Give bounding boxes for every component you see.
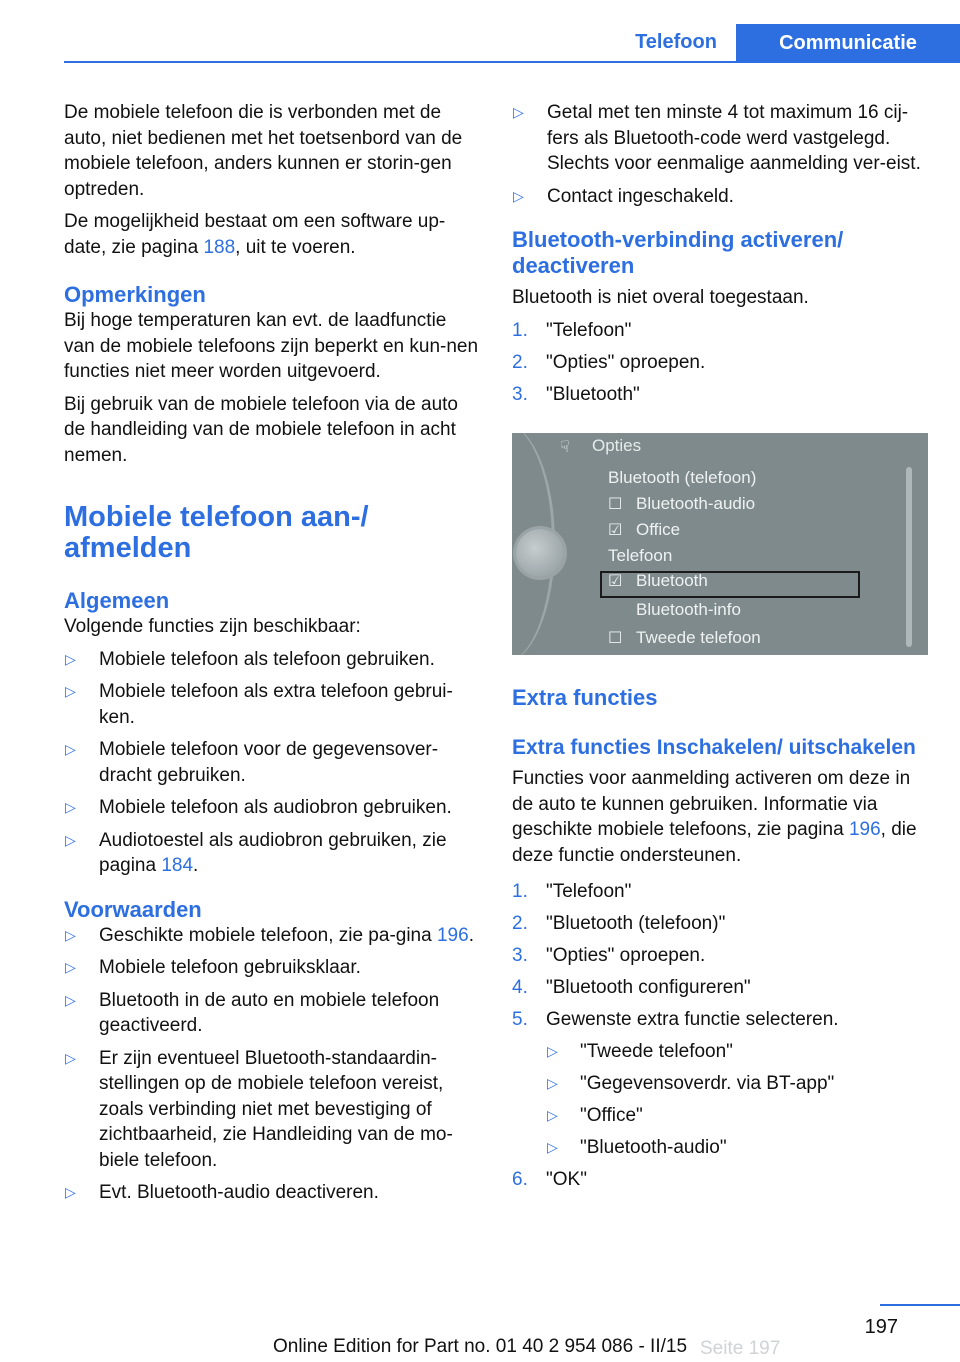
heading-notes: Opmerkingen	[64, 282, 206, 307]
heading-extra-sub: Extra functies Inschakelen/ uitschakelen	[512, 736, 916, 759]
header-section[interactable]: Telefoon	[635, 31, 717, 53]
triangle-bullet-icon: ▷	[65, 683, 76, 699]
paragraph: Bluetooth is niet overal toegestaan.	[512, 287, 809, 308]
triangle-bullet-icon: ▷	[65, 831, 76, 848]
list-item: ▷ "Bluetooth-audio"	[546, 1135, 932, 1161]
list-item: ▷ "Gegevensoverdr. via BT-app"	[546, 1071, 932, 1097]
heading-general: Algemeen	[64, 588, 170, 613]
paragraph: Bij gebruik van de mobiele telefoon via de auto de handleiding van de mobiele telefoon in acht nemen.	[64, 393, 458, 466]
paragraph: Bij hoge temperaturen kan evt. de laadfunctie van de mobiele telefoons zijn beperkt en kun-nen functies niet meer worden uitgevoerd.	[64, 310, 479, 382]
list-item: ▷ Contact ingeschakeld.	[512, 184, 932, 210]
page-link[interactable]: 196	[848, 819, 881, 840]
list-item: ▷ Mobiele telefoon als audiobron gebruiken.	[64, 795, 480, 821]
menu-item: Bluetooth (telefoon)	[608, 468, 757, 487]
list-item: ▷ Evt. Bluetooth-audio deactiveren.	[64, 1180, 480, 1206]
triangle-bullet-icon: ▷	[65, 991, 76, 1008]
triangle-bullet-icon: ▷	[65, 926, 76, 943]
footer-rule	[880, 1304, 960, 1306]
checkbox-icon: ☐	[608, 630, 623, 647]
page-link[interactable]: 188	[203, 236, 236, 258]
triangle-bullet-icon: ▷	[65, 1049, 76, 1066]
menu-item: Bluetooth-info	[636, 600, 741, 619]
list-item: ▷ Mobiele telefoon voor de gegevensover-dracht gebruiken.	[65, 739, 439, 786]
requirement-list	[64, 923, 480, 1206]
list-item: ▷ Geschikte mobiele telefoon, zie pa-gina 196.	[64, 923, 480, 949]
checkbox-checked-icon: ☑	[608, 573, 623, 590]
list-item: 1. "Telefoon"	[512, 319, 632, 341]
menu-item: Bluetooth-audio	[636, 494, 756, 513]
triangle-bullet-icon: ▷	[547, 1138, 558, 1155]
steps-bluetooth	[512, 318, 932, 408]
idrive-screenshot	[512, 433, 928, 655]
triangle-bullet-icon: ▷	[65, 959, 76, 975]
edition-text: Online Edition for Part no. 01 40 2 954 086 - II/15	[272, 1336, 688, 1357]
heading-extra: Extra functies	[512, 685, 658, 710]
menu-item: Bluetooth	[636, 571, 708, 590]
triangle-bullet-icon: ▷	[65, 1184, 76, 1200]
list-item: ▷ Mobiele telefoon gebruiksklaar.	[64, 955, 480, 981]
function-list	[64, 647, 480, 879]
left-column	[64, 100, 480, 1213]
list-item: ▷ Bluetooth in de auto en mobiele telefoon geactiveerd.	[65, 989, 440, 1036]
page-link[interactable]: 196	[436, 924, 469, 946]
checkbox-icon: ☐	[608, 496, 623, 513]
menu-item: Office	[636, 520, 681, 539]
list-item: 6. "OK"	[512, 1168, 587, 1190]
list-item: ▷ Er zijn eventueel Bluetooth-standaardin-stellingen op de mobiele telefoon vereist, zoals verbinding niet met bevestiging of zichtbaarheid, zie Handleiding van de mo-biele telefoon.	[65, 1047, 453, 1171]
scrollbar	[906, 467, 912, 647]
list-item: 2. "Bluetooth (telefoon)"	[512, 913, 726, 934]
list-item: 3. "Bluetooth"	[512, 383, 640, 405]
triangle-bullet-icon: ▷	[513, 104, 524, 120]
right-column	[512, 100, 932, 1199]
screen-title: Opties	[592, 436, 642, 455]
triangle-bullet-icon: ▷	[513, 187, 524, 204]
list-item: 4. "Bluetooth configureren"	[512, 977, 751, 998]
conditions-list	[512, 100, 932, 209]
heading-bluetooth: Bluetooth-verbinding activeren/ deactiveren	[512, 227, 844, 278]
list-item: ▷ "Tweede telefoon"	[546, 1039, 932, 1065]
paragraph: Functies voor aanmelding activeren om deze in de auto te kunnen gebruiken. Informatie via geschikte mobiele telefoons, zie pagina 196, die deze functie ondersteunen.	[512, 768, 917, 866]
list-item: 2. "Opties" oproepen.	[512, 351, 706, 373]
header-chapter-tab[interactable]: Communicatie	[736, 24, 960, 63]
page-link[interactable]: 184	[161, 855, 194, 876]
checkbox-checked-icon: ☑	[608, 522, 623, 539]
watermark: Seite 197	[700, 1338, 781, 1359]
triangle-bullet-icon: ▷	[547, 1106, 558, 1123]
chapter-heading: Mobiele telefoon aan-/ afmelden	[64, 501, 369, 564]
list-item: 3. "Opties" oproepen.	[512, 945, 706, 966]
menu-item: Telefoon	[608, 546, 673, 565]
list-item: 1. "Telefoon"	[512, 881, 632, 902]
list-item: ▷ "Office"	[546, 1103, 932, 1129]
triangle-bullet-icon: ▷	[65, 799, 76, 815]
paragraph: Volgende functies zijn beschikbaar:	[64, 616, 361, 637]
page-number: 197	[864, 1316, 898, 1338]
list-item: 5. Gewenste extra functie selecteren. ▷ "Tweede telefoon" ▷ "Gegevensoverdr. via BT-app" ▷ "Office" ▷ "Bluetooth-audio"	[512, 1007, 932, 1160]
heading-requirements: Voorwaarden	[64, 896, 202, 922]
triangle-bullet-icon: ▷	[547, 1042, 558, 1059]
triangle-bullet-icon: ▷	[547, 1074, 558, 1091]
controller-knob-icon	[516, 529, 564, 577]
menu-item: Tweede telefoon	[636, 628, 761, 647]
paragraph: De mogelijkheid bestaat om een software up-date, zie pagina 188, uit te voeren.	[64, 211, 446, 258]
options-icon: ☟	[560, 439, 570, 456]
triangle-bullet-icon: ▷	[65, 650, 76, 667]
triangle-bullet-icon: ▷	[65, 741, 76, 757]
list-item: ▷ Audiotoestel als audiobron gebruiken, zie pagina 184.	[65, 829, 447, 876]
steps-extra	[512, 879, 932, 1192]
list-item: ▷ Mobiele telefoon als extra telefoon gebrui-ken.	[65, 681, 453, 728]
paragraph: De mobiele telefoon die is verbonden met de auto, niet bedienen met het toetsenbord van de mobiele telefoon, anders kunnen er storin-gen optreden.	[64, 102, 463, 200]
sub-list	[546, 1039, 932, 1161]
list-item: ▷ Mobiele telefoon als telefoon gebruiken.	[64, 647, 480, 673]
list-item: ▷ Getal met ten minste 4 tot maximum 16 cij-fers als Bluetooth-code werd vastgelegd. Slechts voor eenmalige aanmelding ver-eist.	[513, 102, 921, 174]
